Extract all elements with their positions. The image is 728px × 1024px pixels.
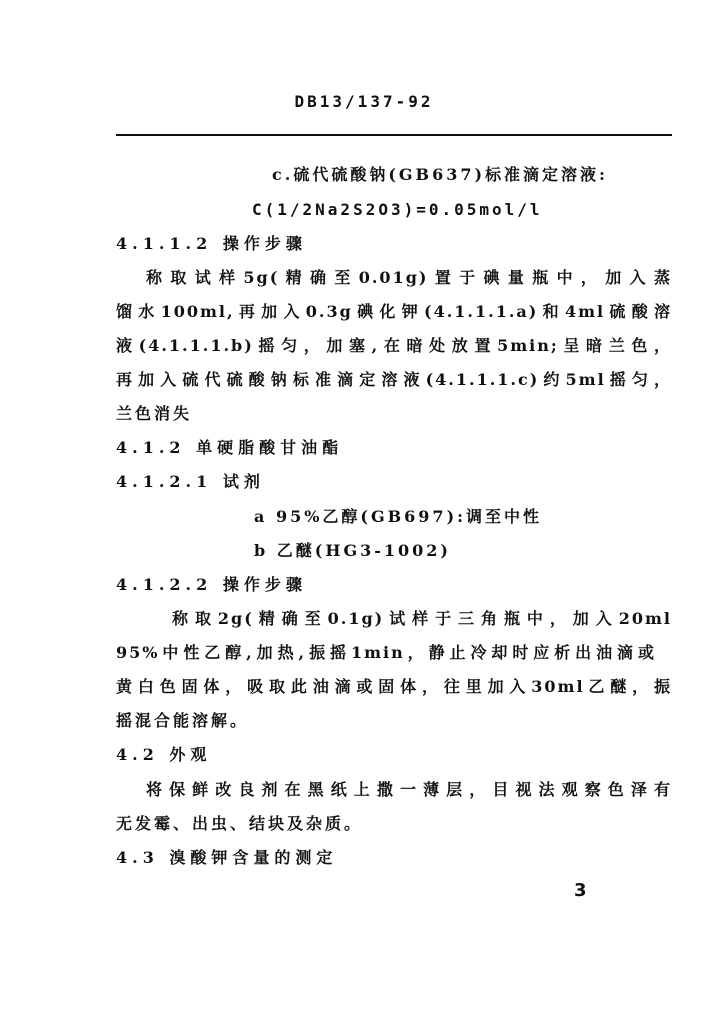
paragraph-1-line-4: 再加入硫代硫酸钠标准滴定溶液(4.1.1.1.c)约5ml摇匀， (116, 370, 672, 389)
section-4-3-heading: 4.3 溴酸钾含量的测定 (116, 848, 338, 867)
section-4-1-1-2-heading: 4.1.1.2 操作步骤 (116, 234, 307, 253)
paragraph-2-line-4: 摇混合能溶解。 (116, 711, 250, 730)
paragraph-3-line-1: 将保鲜改良剂在黑纸上撒一薄层，目视法观察色泽有 (146, 780, 672, 799)
paragraph-1-line-2: 馏水100ml,再加入0.3g碘化钾(4.1.1.1.a)和4ml硫酸溶 (116, 302, 672, 321)
section-4-2-heading: 4.2 外观 (116, 745, 212, 764)
paragraph-3-line-2: 无发霉、出虫、结块及杂质。 (116, 814, 364, 833)
paragraph-1-line-5: 兰色消失 (116, 404, 193, 423)
paragraph-2-line-2: 95%中性乙醇,加热,振摇1min，静止冷却时应析出油滴或 (116, 643, 656, 662)
section-4-1-2-1-heading: 4.1.2.1 试剂 (116, 472, 265, 491)
reagent-a-line: a 95%乙醇(GB697):调至中性 (254, 507, 543, 526)
reagent-b-line: b 乙醚(HG3-1002) (254, 541, 451, 560)
paragraph-1-line-3: 液(4.1.1.1.b)摇匀，加塞,在暗处放置5min;呈暗兰色， (116, 336, 672, 355)
section-4-1-2-heading: 4.1.2 单硬脂酸甘油酯 (116, 438, 344, 457)
paragraph-2-line-1: 称取2g(精确至0.1g)试样于三角瓶中，加入20ml (172, 609, 672, 628)
page-number: 3 (574, 880, 587, 901)
reagent-c-line: c.硫代硫酸钠(GB637)标准滴定溶液: (272, 165, 608, 184)
paragraph-1-line-1: 称取试样5g(精确至0.01g)置于碘量瓶中，加入蒸 (146, 268, 672, 287)
formula-line: C(1/2Na2S2O3)=0.05mol/l (252, 200, 543, 219)
document-code-header: DB13/137-92 (294, 92, 434, 111)
paragraph-2-line-3: 黄白色固体，吸取此油滴或固体，往里加入30ml乙醚，振 (116, 677, 672, 696)
header-rule (116, 134, 672, 136)
section-4-1-2-2-heading: 4.1.2.2 操作步骤 (116, 575, 307, 594)
